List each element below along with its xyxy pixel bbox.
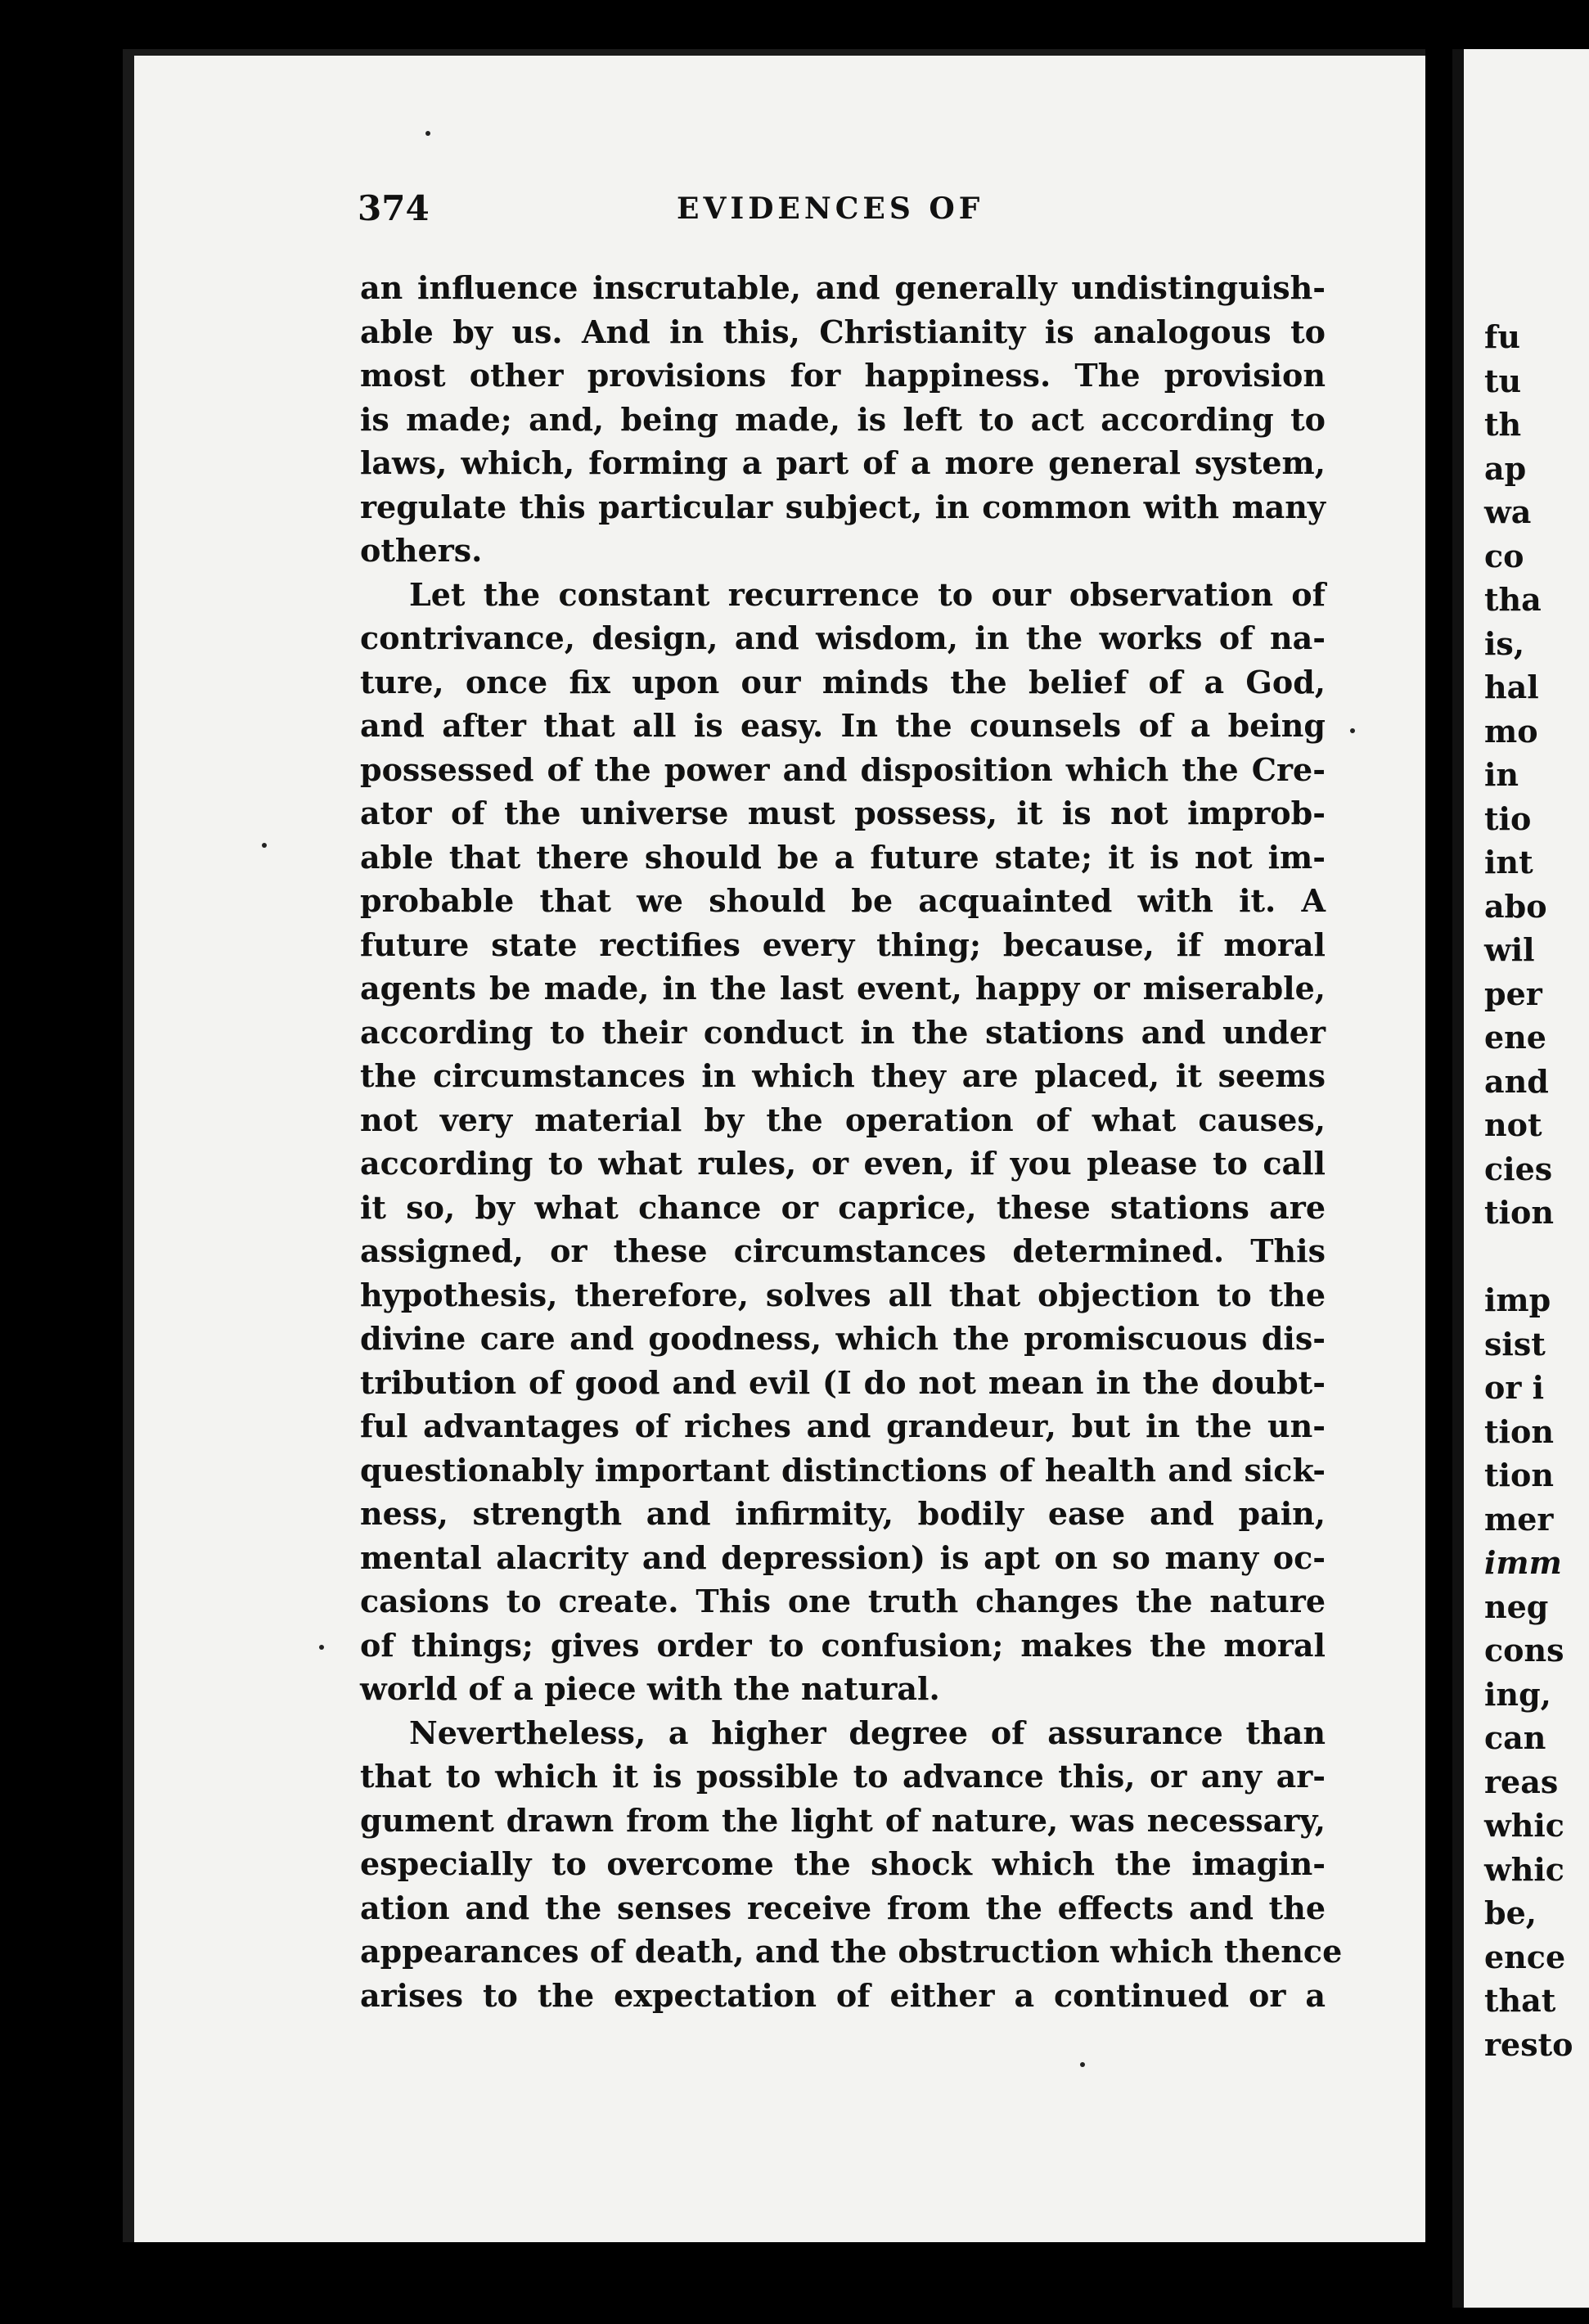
- text-fragment: [1484, 1235, 1573, 1279]
- text-fragment: is,: [1484, 624, 1525, 662]
- text-line: regulate this particular subject, in common with many: [360, 488, 1326, 525]
- text-fragment: imm: [1484, 1544, 1562, 1581]
- text-fragment: tion: [1484, 1194, 1554, 1231]
- text-line: able that there should be a future state; it is not im-: [360, 838, 1326, 876]
- running-head: EVIDENCES OF: [677, 191, 984, 226]
- text-fragment: ence: [1484, 1938, 1566, 1975]
- text-fragment: tion: [1484, 1412, 1554, 1450]
- text-line: ful advantages of riches and grandeur, but in the un-: [360, 1407, 1326, 1444]
- text-line: ness, strength and infirmity, bodily ease and pain,: [360, 1495, 1326, 1532]
- text-line: and after that all is easy. In the counsels of a being: [360, 707, 1326, 744]
- text-line: possessed of the power and disposition which the Cre-: [360, 750, 1326, 788]
- text-line: appearances of death, and the obstruction which thence: [360, 1933, 1343, 1970]
- text-line: tribution of good and evil (I do not mean in the doubt-: [360, 1363, 1326, 1401]
- text-line: ator of the universe must possess, it is not improb-: [360, 795, 1326, 831]
- text-fragment: co: [1484, 537, 1524, 574]
- text-fragment: cons: [1484, 1632, 1564, 1669]
- text-fragment: mo: [1484, 712, 1538, 750]
- text-line: gument drawn from the light of nature, was necessary,: [360, 1801, 1326, 1839]
- text-fragment: resto: [1484, 2025, 1573, 2063]
- page-number: 374: [358, 188, 430, 228]
- text-fragment: tio: [1484, 799, 1532, 837]
- text-fragment: th: [1484, 406, 1522, 443]
- text-line: an influence inscrutable, and generally undistinguish-: [360, 269, 1326, 306]
- text-line: probable that we should be acquainted with it. A: [360, 882, 1326, 919]
- scan-speck: [262, 843, 267, 848]
- text-fragment: abo: [1484, 887, 1547, 925]
- text-line: casions to create. This one truth changes the nature: [360, 1583, 1326, 1619]
- text-line: assigned, or these circumstances determined. This: [360, 1232, 1326, 1269]
- text-fragment: sist: [1484, 1325, 1546, 1362]
- text-fragment: wa: [1484, 493, 1532, 530]
- text-fragment: reas: [1484, 1763, 1559, 1800]
- scan-speck: [425, 131, 430, 136]
- text-line: mental alacrity and depression) is apt on so many oc-: [360, 1538, 1326, 1576]
- text-line: world of a piece with the natural.: [360, 1670, 940, 1707]
- text-fragment: tion: [1484, 1457, 1554, 1493]
- text-fragment: whic: [1484, 1807, 1564, 1844]
- text-line: questionably important distinctions of health and sick-: [360, 1451, 1326, 1489]
- text-fragment: ing,: [1484, 1675, 1551, 1713]
- text-fragment: fu: [1484, 318, 1520, 355]
- text-fragment: tu: [1484, 362, 1522, 399]
- text-line: hypothesis, therefore, solves all that objection to the: [360, 1276, 1326, 1313]
- body-text: [360, 266, 1343, 2017]
- text-fragment: in: [1484, 756, 1519, 793]
- text-line: it so, by what chance or caprice, these stations are: [360, 1188, 1326, 1226]
- text-line: that to which it is possible to advance this, or any ar-: [360, 1758, 1326, 1795]
- book-page-right-edge: [1452, 49, 1589, 2308]
- text-line: future state rectifies every thing; because, if moral: [360, 926, 1326, 963]
- right-page-text: [1484, 315, 1573, 2066]
- text-line: ation and the senses receive from the effects and the: [360, 1889, 1326, 1926]
- scan-speck: [1350, 728, 1355, 733]
- text-line: divine care and goodness, which the promiscuous dis-: [360, 1320, 1326, 1357]
- text-line: laws, which, forming a part of a more general system,: [360, 444, 1326, 481]
- page-header: [358, 188, 1012, 245]
- text-line: agents be made, in the last event, happy or miserable,: [360, 970, 1326, 1007]
- scan-speck: [1080, 2062, 1085, 2067]
- text-fragment: that: [1484, 1982, 1556, 2019]
- text-fragment: be,: [1484, 1894, 1537, 1931]
- text-line: contrivance, design, and wisdom, in the works of na-: [360, 619, 1326, 656]
- text-fragment: wil: [1484, 931, 1535, 968]
- text-line: according to their conduct in the stations and under: [360, 1013, 1326, 1051]
- text-fragment: mer: [1484, 1500, 1554, 1538]
- text-fragment: hal: [1484, 669, 1539, 705]
- text-line: arises to the expectation of either a continued or a: [360, 1976, 1326, 2014]
- text-fragment: or i: [1484, 1369, 1545, 1406]
- text-fragment: tha: [1484, 581, 1542, 618]
- text-line: others.: [360, 532, 483, 569]
- text-line: able by us. And in this, Christianity is analogous to: [360, 313, 1326, 350]
- text-fragment: int: [1484, 844, 1533, 881]
- text-line: not very material by the operation of what causes,: [360, 1101, 1326, 1138]
- text-fragment: can: [1484, 1719, 1546, 1756]
- scan-speck: [319, 1645, 324, 1650]
- text-fragment: ene: [1484, 1019, 1546, 1056]
- text-line: according to what rules, or even, if you please to call: [360, 1145, 1326, 1182]
- text-line: ture, once fix upon our minds the belief of a God,: [360, 663, 1326, 700]
- text-line: especially to overcome the shock which the imagin-: [360, 1845, 1326, 1882]
- text-fragment: imp: [1484, 1281, 1551, 1318]
- text-fragment: not: [1484, 1106, 1542, 1143]
- text-line: the circumstances in which they are placed, it seems: [360, 1057, 1326, 1094]
- text-fragment: neg: [1484, 1588, 1549, 1625]
- text-fragment: cies: [1484, 1150, 1553, 1187]
- text-line: most other provisions for happiness. The provision: [360, 357, 1326, 394]
- text-fragment: and: [1484, 1062, 1549, 1100]
- text-line: is made; and, being made, is left to act according to: [360, 400, 1326, 438]
- text-line: Nevertheless, a higher degree of assurance than: [409, 1714, 1326, 1751]
- text-fragment: per: [1484, 975, 1542, 1012]
- text-fragment: ap: [1484, 449, 1527, 487]
- text-line: Let the constant recurrence to our observation of: [409, 575, 1326, 613]
- text-line: of things; gives order to confusion; makes the moral: [360, 1626, 1326, 1664]
- text-fragment: whic: [1484, 1850, 1564, 1888]
